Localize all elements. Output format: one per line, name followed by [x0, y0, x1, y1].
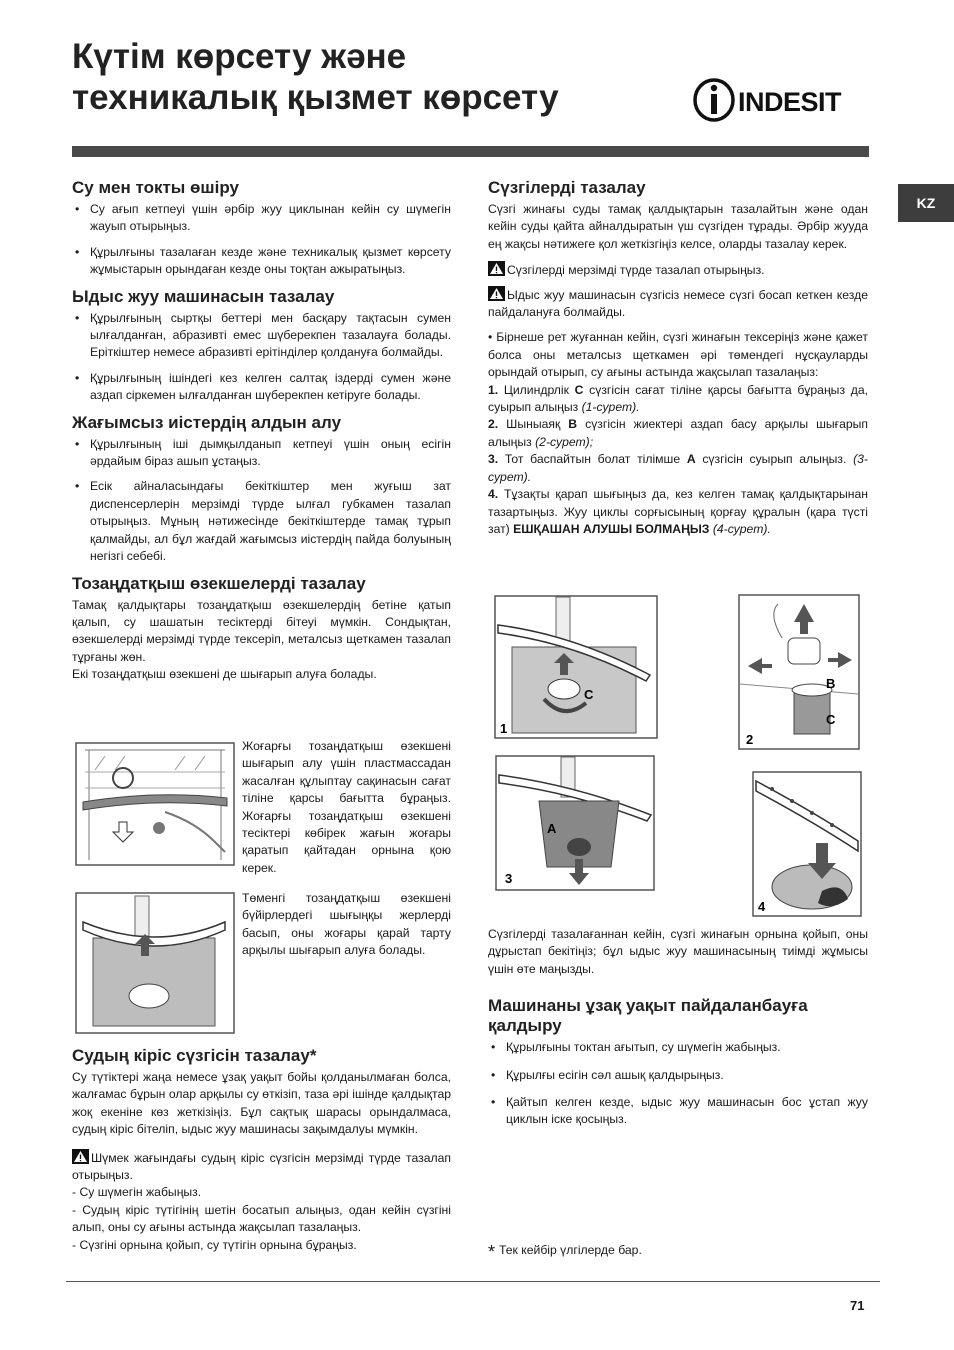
filters-warning-2: [488, 286, 868, 322]
title-line-1: Күтім көрсету және: [72, 37, 407, 76]
figure-number: 3: [505, 871, 513, 886]
step-text: Тұзақты қарап шығыңыз да, кез келген тамақ қалдықтарынан тазартыңыз. Жуу циклы сорғысының қорғау құралын (қара түсті зат): [488, 487, 868, 536]
label-c: C: [826, 712, 836, 727]
step-text: сүзгісін суырып алыңыз.: [695, 452, 854, 467]
page-number: 71: [850, 1298, 865, 1313]
title-line-2: техникалық қызмет көрсету: [72, 78, 559, 117]
step-text: Цилиндрлік: [498, 382, 575, 397]
list-item: • Құрылғының сыртқы беттері мен басқару тақтасын сумен ылғалданған, абразивті емес шүберекпен тазалауға болады. Еріткіштер немесе абразивті ерітінділер қолдануға болмайды.: [72, 310, 451, 362]
warning-icon: [488, 261, 505, 276]
list-item: • Құрылғыны тазалаған кезде және техникалық қызмет көрсету жұмыстарын орындаған кезде оны тоқтан ажыратыңыз.: [72, 244, 451, 279]
filters-step-2: [488, 416, 868, 451]
footer-rule: [66, 1281, 880, 1282]
filters-paragraph: Сүзгі жинағы суды тамақ қалдықтарын тазалайтын және одан кейін суды қайта айналдыратын үш сүзгіден тұрады. Әрбір жууда ең жақсы нәтижеге қол жеткізгіңіз келсе, оларды тазалау керек.: [488, 202, 868, 251]
step-text: Шыныаяқ: [498, 417, 569, 432]
heading-odours: Жағымсыз иістердің алдын алу: [72, 412, 342, 432]
filters-warning-1: [488, 261, 868, 279]
heading-spray-arms: Тозаңдатқыш өзекшелерді тазалау: [72, 573, 366, 593]
step-number: 2.: [488, 417, 499, 432]
heading-filters: Сүзгілерді тазалау: [488, 178, 646, 197]
brand-text: INDESIT: [738, 87, 842, 117]
label-c: C: [584, 687, 594, 702]
filters-step-4: [488, 486, 868, 538]
warning-icon: [488, 286, 505, 301]
warning-icon: [72, 1149, 89, 1164]
inlet-filter-paragraph: Су түтіктері жаңа немесе ұзақ уақыт бойы қолданылмаған болса, жалғамас бұрын олар арқылы су өткізіп, таза әрі ішінде қалдықтар жоқ екеніне көз жеткізіңіз. Бұл сақтық шарасы орындалмаса, судың кіріс бітеліп, ыдыс жуу машинасы зақымдалуы мүмкін.: [72, 1070, 451, 1137]
footnote-text: Тек кейбір үлгілерде бар.: [499, 1243, 642, 1257]
figure-ref: (4-сурет).: [709, 521, 771, 536]
warning-text: Сүзгілерді мерзімді түрде тазалап отырыңыз.: [507, 263, 765, 278]
after-cleaning-paragraph: Сүзгілерді тазалағаннан кейін, сүзгі жинағын орнына қойып, оны дұрыстап бекітіңіз; бұл ыдыс жуу машинасының тиімді жұмысы үшін өте маңызды.: [488, 927, 868, 976]
warning-text: Шүмек жағындағы судың кіріс сүзгісін мерзімді түрде тазалап отырыңыз.: [72, 1150, 451, 1183]
heading-cleaning-machine: Ыдыс жуу машинасын тазалау: [72, 286, 335, 306]
header-rule: [72, 146, 869, 157]
step: - Су шүмегін жабыңыз.: [72, 1185, 202, 1200]
upper-spray-arm-text: Жоғарғы тозаңдатқыш өзекшені шығарып алу үшін пластмассадан жасалған құлыптау сақинасын сағат тіліне қарсы бағытта бұраңыз. Жоғарғы тозаңдатқыш өзекшені тесіктері көбірек жағын жоғары қаратып қайтадан орнына қою керек.: [242, 739, 451, 875]
warning-text: Ыдыс жуу машинасын сүзгісіз немесе сүзгі босап кеткен кезде пайдалануға болмайды.: [488, 287, 868, 320]
list-item: • Есік айналасындағы бекіткіштер мен жуғыш зат диспенсерлерін мерзімді түрде ылғал губкамен тазалап отырыңыз. Мұның нәтижесінде бекіткіштерде тамақ тұрып қалмайды, ал бұл жағдай жағымсыз иістердің пайда болуының негізгі себебі.: [72, 478, 451, 565]
page-title: [72, 36, 559, 118]
figure-ref: (2-сурет);: [535, 434, 594, 449]
filter-figure-2: [738, 594, 860, 750]
left-column: [72, 178, 451, 684]
step-number: 4.: [488, 487, 499, 502]
heading-water-power: Су мен токты өшіру: [72, 178, 239, 197]
filter-figure-1: [494, 595, 658, 739]
step-label: C: [574, 382, 584, 397]
filters-intro: • Бірнеше рет жуғаннан кейін, сүзгі жинағын тексеріңіз және қажет болса оны металсыз щеткамен әрі төмендегі нұсқауларды орындай отырып, су ағыны астында жақсылап тазалаңыз:: [488, 330, 868, 380]
spray-arms-paragraph-2: Екі тозаңдатқыш өзекшені де шығарып алуға болады.: [72, 667, 377, 682]
right-column: [488, 178, 868, 538]
step-text: сүзгісін жиектері аздап басу арқылы шығарып алыңыз: [488, 417, 868, 449]
list-item: • Құрылғының іші дымқылданып кетпеуі үшін оның есігін әрдайым біраз ашып ұстаңыз.: [72, 436, 451, 471]
step-label: B: [568, 417, 578, 432]
list-water-power: [72, 201, 451, 279]
filters-step-3: [488, 451, 868, 486]
step-number: 1.: [488, 382, 499, 397]
step-warning: ЕШҚАШАН АЛУШЫ БОЛМАҢЫЗ: [513, 521, 710, 536]
indesit-logo: [692, 78, 872, 126]
spray-arms-paragraph: Тамақ қалдықтары тозаңдатқыш өзекшелердің бетіне қатып қалып, су шашатын тесіктерді бітеуі мүмкін. Сондықтан, өзекшелерді мерзімді түрде тексеріп, металсыз щеткамен тазалап тұрғаны жөн.: [72, 597, 451, 664]
inlet-filter-warning: [72, 1149, 451, 1185]
step-text: Тот баспайтын болат тілімше: [498, 452, 687, 467]
step: - Сүзгіні орнына қойып, су түтігін орнына бұраңыз.: [72, 1237, 357, 1252]
list-item: • Қайтып келген кезде, ыдыс жуу машинасын бос ұстап жуу циклын іске қосыңыз.: [488, 1094, 868, 1129]
lower-spray-arm-figure: [75, 892, 235, 1034]
step-label: A: [686, 452, 696, 467]
heading-inlet-filter: Судың кіріс сүзгісін тазалау*: [72, 1046, 317, 1065]
upper-spray-arm-figure: [75, 742, 235, 866]
footnote: [488, 1242, 642, 1263]
step: - Судың кіріс түтігінің шетін босатып алыңыз, одан кейін сүзгіні алып, оны су ағыны астында жақсылап тазалаңыз.: [72, 1202, 451, 1235]
filters-step-1: [488, 382, 868, 417]
step-number: 3.: [488, 452, 499, 467]
lower-spray-arm-text: Төменгі тозаңдатқыш өзекшені бүйірлердегі шығыңқы жерлерді басып, оны жоғары қарай тарту арқылы шығарып алуға болады.: [242, 891, 451, 958]
list-long-absence: [488, 1039, 868, 1129]
figure-number: 1: [500, 721, 508, 736]
figure-ref: (1-сурет).: [581, 400, 640, 415]
inlet-filter-section: [72, 1046, 451, 1254]
figure-ref: (3-сурет).: [488, 452, 868, 484]
language-tab: KZ: [898, 184, 954, 222]
list-odours: [72, 436, 451, 566]
label-a: A: [547, 821, 557, 836]
list-cleaning-machine: [72, 310, 451, 405]
figure-number: 2: [746, 732, 754, 747]
step-text: сүзгісін сағат тіліне қарсы бағытта бұраңыз да, суырып алыңыз: [488, 382, 868, 415]
list-item: • Құрылғы есігін сәл ашық қалдырыңыз.: [488, 1067, 868, 1084]
right-lower-section: [488, 926, 868, 1137]
list-item: • Су ағып кетпеуі үшін әрбір жуу циклынан кейін су шүмегін жауып отырыңыз.: [72, 201, 451, 236]
footnote-star: *: [488, 1242, 496, 1262]
list-item: • Құрылғыны токтан ағытып, су шүмегін жабыңыз.: [488, 1039, 868, 1056]
filter-figure-3: [495, 755, 655, 891]
figure-number: 4: [758, 899, 766, 914]
list-item: • Құрылғының ішіндегі кез келген салтақ іздерді сумен және аздап сіркемен ылғалданған шүберекпен кетіруге болады.: [72, 370, 451, 405]
filter-figure-4: [752, 771, 862, 917]
label-b: B: [826, 676, 836, 691]
heading-long-absence: Машинаны ұзақ уақыт пайдаланбауға қалдыру: [488, 996, 808, 1036]
